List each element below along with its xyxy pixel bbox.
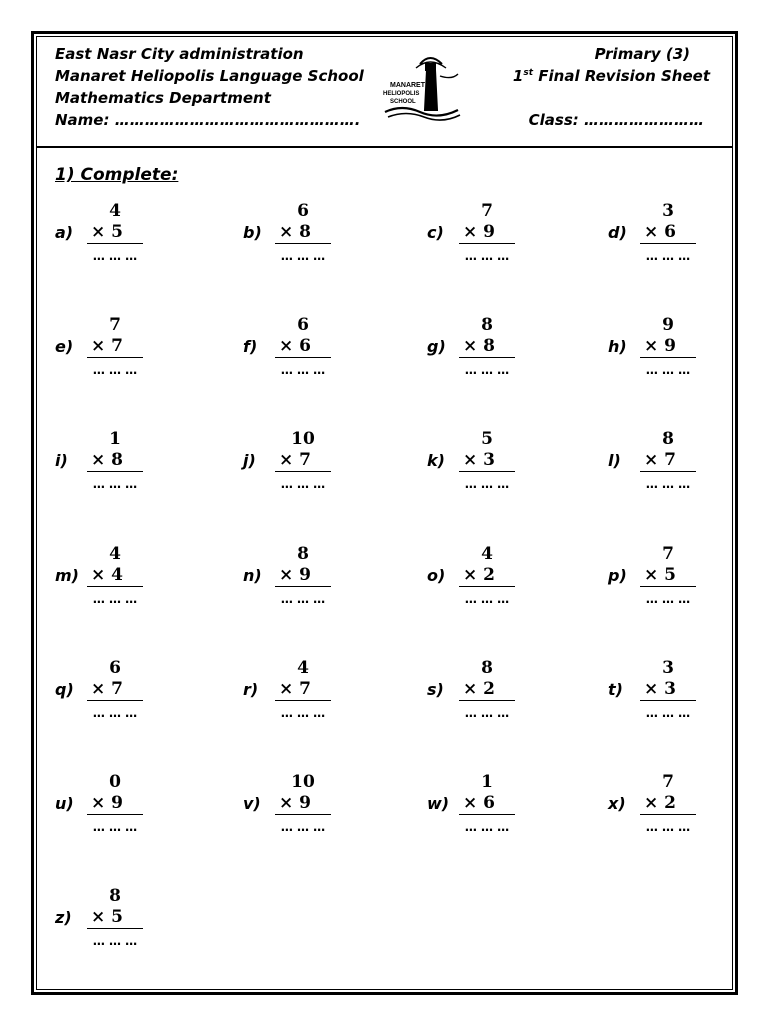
problem-label: k) xyxy=(427,451,445,470)
answer-blank: … … … xyxy=(645,820,691,834)
problem-c xyxy=(427,200,587,270)
problem-g xyxy=(427,314,587,384)
problem-n xyxy=(243,543,403,613)
problem-j xyxy=(243,428,403,498)
problem-z xyxy=(55,885,215,955)
problem-f xyxy=(243,314,403,384)
problem-label: a) xyxy=(55,223,74,242)
problem-multiplier: × 6 xyxy=(275,336,331,358)
problem-label: g) xyxy=(427,337,446,356)
problem-e xyxy=(55,314,215,384)
answer-blank: … … … xyxy=(92,934,138,948)
header-divider xyxy=(37,146,732,148)
problem-top-number: 0 xyxy=(109,772,121,792)
problem-label: x) xyxy=(608,794,626,813)
answer-blank: … … … xyxy=(464,820,510,834)
school-name-line: Manaret Heliopolis Language School xyxy=(55,67,364,85)
problem-label: p) xyxy=(608,566,627,585)
problem-label: w) xyxy=(427,794,450,813)
answer-blank: … … … xyxy=(645,363,691,377)
problem-label: n) xyxy=(243,566,262,585)
problem-multiplier: × 9 xyxy=(275,565,331,587)
problem-multiplier: × 6 xyxy=(640,222,696,244)
problem-top-number: 4 xyxy=(481,544,493,564)
problem-top-number: 3 xyxy=(662,201,674,221)
answer-blank: … … … xyxy=(464,592,510,606)
revision-sheet-title xyxy=(513,65,710,87)
problem-multiplier: × 9 xyxy=(640,336,696,358)
problem-multiplier: × 3 xyxy=(640,679,696,701)
problem-multiplier: × 7 xyxy=(275,679,331,701)
answer-blank: … … … xyxy=(464,363,510,377)
problem-multiplier: × 9 xyxy=(87,793,143,815)
problem-u xyxy=(55,771,215,841)
answer-blank: … … … xyxy=(464,477,510,491)
problem-a xyxy=(55,200,215,270)
problem-label: f) xyxy=(243,337,258,356)
problem-top-number: 4 xyxy=(109,544,121,564)
answer-blank: … … … xyxy=(645,706,691,720)
problem-multiplier: × 8 xyxy=(459,336,515,358)
problem-top-number: 10 xyxy=(291,429,315,449)
problem-label: h) xyxy=(608,337,627,356)
name-field-label: Name: …………………………………………. xyxy=(55,111,361,129)
problem-k xyxy=(427,428,587,498)
problem-r xyxy=(243,657,403,727)
problem-multiplier: × 7 xyxy=(87,679,143,701)
problem-multiplier: × 2 xyxy=(459,679,515,701)
answer-blank: … … … xyxy=(92,592,138,606)
problem-label: s) xyxy=(427,680,444,699)
grade-label: Primary (3) xyxy=(594,45,690,63)
problem-o xyxy=(427,543,587,613)
answer-blank: … … … xyxy=(280,592,326,606)
problem-top-number: 7 xyxy=(662,544,674,564)
problem-multiplier: × 5 xyxy=(640,565,696,587)
problem-top-number: 4 xyxy=(297,658,309,678)
problem-multiplier: × 3 xyxy=(459,450,515,472)
problem-l xyxy=(608,428,768,498)
problem-i xyxy=(55,428,215,498)
problem-label: u) xyxy=(55,794,74,813)
problem-multiplier: × 2 xyxy=(640,793,696,815)
problem-top-number: 7 xyxy=(481,201,493,221)
problem-top-number: 3 xyxy=(662,658,674,678)
problem-multiplier: × 6 xyxy=(459,793,515,815)
revision-ordinal-suffix: st xyxy=(523,68,534,78)
problem-top-number: 10 xyxy=(291,772,315,792)
answer-blank: … … … xyxy=(92,706,138,720)
problem-multiplier: × 4 xyxy=(87,565,143,587)
problem-top-number: 8 xyxy=(481,658,493,678)
problem-x xyxy=(608,771,768,841)
problem-multiplier: × 5 xyxy=(87,907,143,929)
problem-multiplier: × 7 xyxy=(640,450,696,472)
problem-label: b) xyxy=(243,223,262,242)
answer-blank: … … … xyxy=(645,477,691,491)
problem-label: r) xyxy=(243,680,259,699)
logo-text-heliopolis: HELIOPOLIS xyxy=(383,91,420,97)
problem-q xyxy=(55,657,215,727)
answer-blank: … … … xyxy=(92,363,138,377)
answer-blank: … … … xyxy=(92,820,138,834)
answer-blank: … … … xyxy=(92,477,138,491)
problem-top-number: 6 xyxy=(297,201,309,221)
problem-top-number: 8 xyxy=(109,886,121,906)
problem-m xyxy=(55,543,215,613)
problem-b xyxy=(243,200,403,270)
problem-multiplier: × 5 xyxy=(87,222,143,244)
problem-top-number: 7 xyxy=(662,772,674,792)
problem-multiplier: × 9 xyxy=(275,793,331,815)
problem-top-number: 8 xyxy=(297,544,309,564)
problem-top-number: 8 xyxy=(481,315,493,335)
problem-label: z) xyxy=(55,908,72,927)
answer-blank: … … … xyxy=(92,249,138,263)
problem-label: d) xyxy=(608,223,627,242)
problem-label: t) xyxy=(608,680,623,699)
problem-label: c) xyxy=(427,223,444,242)
problem-top-number: 5 xyxy=(481,429,493,449)
problem-label: l) xyxy=(608,451,621,470)
problem-top-number: 4 xyxy=(109,201,121,221)
administration-line: East Nasr City administration xyxy=(55,45,304,63)
problem-label: m) xyxy=(55,566,79,585)
problem-t xyxy=(608,657,768,727)
problem-multiplier: × 8 xyxy=(87,450,143,472)
problem-top-number: 8 xyxy=(662,429,674,449)
problem-multiplier: × 7 xyxy=(87,336,143,358)
problem-multiplier: × 7 xyxy=(275,450,331,472)
answer-blank: … … … xyxy=(645,592,691,606)
problem-label: o) xyxy=(427,566,446,585)
answer-blank: … … … xyxy=(280,706,326,720)
answer-blank: … … … xyxy=(280,477,326,491)
answer-blank: … … … xyxy=(280,249,326,263)
problem-label: v) xyxy=(243,794,261,813)
problem-s xyxy=(427,657,587,727)
problem-multiplier: × 8 xyxy=(275,222,331,244)
problem-v xyxy=(243,771,403,841)
answer-blank: … … … xyxy=(464,706,510,720)
problem-top-number: 6 xyxy=(297,315,309,335)
answer-blank: … … … xyxy=(280,363,326,377)
problem-top-number: 1 xyxy=(109,429,121,449)
revision-title-text: Final Revision Sheet xyxy=(538,67,710,85)
logo-text-manaret: MANARET xyxy=(390,82,425,89)
problem-label: j) xyxy=(243,451,256,470)
problem-top-number: 9 xyxy=(662,315,674,335)
logo-text-school: SCHOOL xyxy=(390,99,416,105)
problem-label: i) xyxy=(55,451,68,470)
problem-top-number: 7 xyxy=(109,315,121,335)
answer-blank: … … … xyxy=(645,249,691,263)
problem-d xyxy=(608,200,768,270)
answer-blank: … … … xyxy=(280,820,326,834)
problem-label: e) xyxy=(55,337,74,356)
department-line: Mathematics Department xyxy=(55,89,271,107)
problem-h xyxy=(608,314,768,384)
problem-top-number: 6 xyxy=(109,658,121,678)
problem-multiplier: × 9 xyxy=(459,222,515,244)
problem-multiplier: × 2 xyxy=(459,565,515,587)
problem-label: q) xyxy=(55,680,74,699)
problem-w xyxy=(427,771,587,841)
section-title: 1) Complete: xyxy=(55,165,179,185)
class-field-label: Class: …………………… xyxy=(528,111,704,129)
revision-ordinal: 1 xyxy=(512,67,524,85)
problem-top-number: 1 xyxy=(481,772,493,792)
problem-p xyxy=(608,543,768,613)
answer-blank: … … … xyxy=(464,249,510,263)
school-logo xyxy=(380,50,466,122)
